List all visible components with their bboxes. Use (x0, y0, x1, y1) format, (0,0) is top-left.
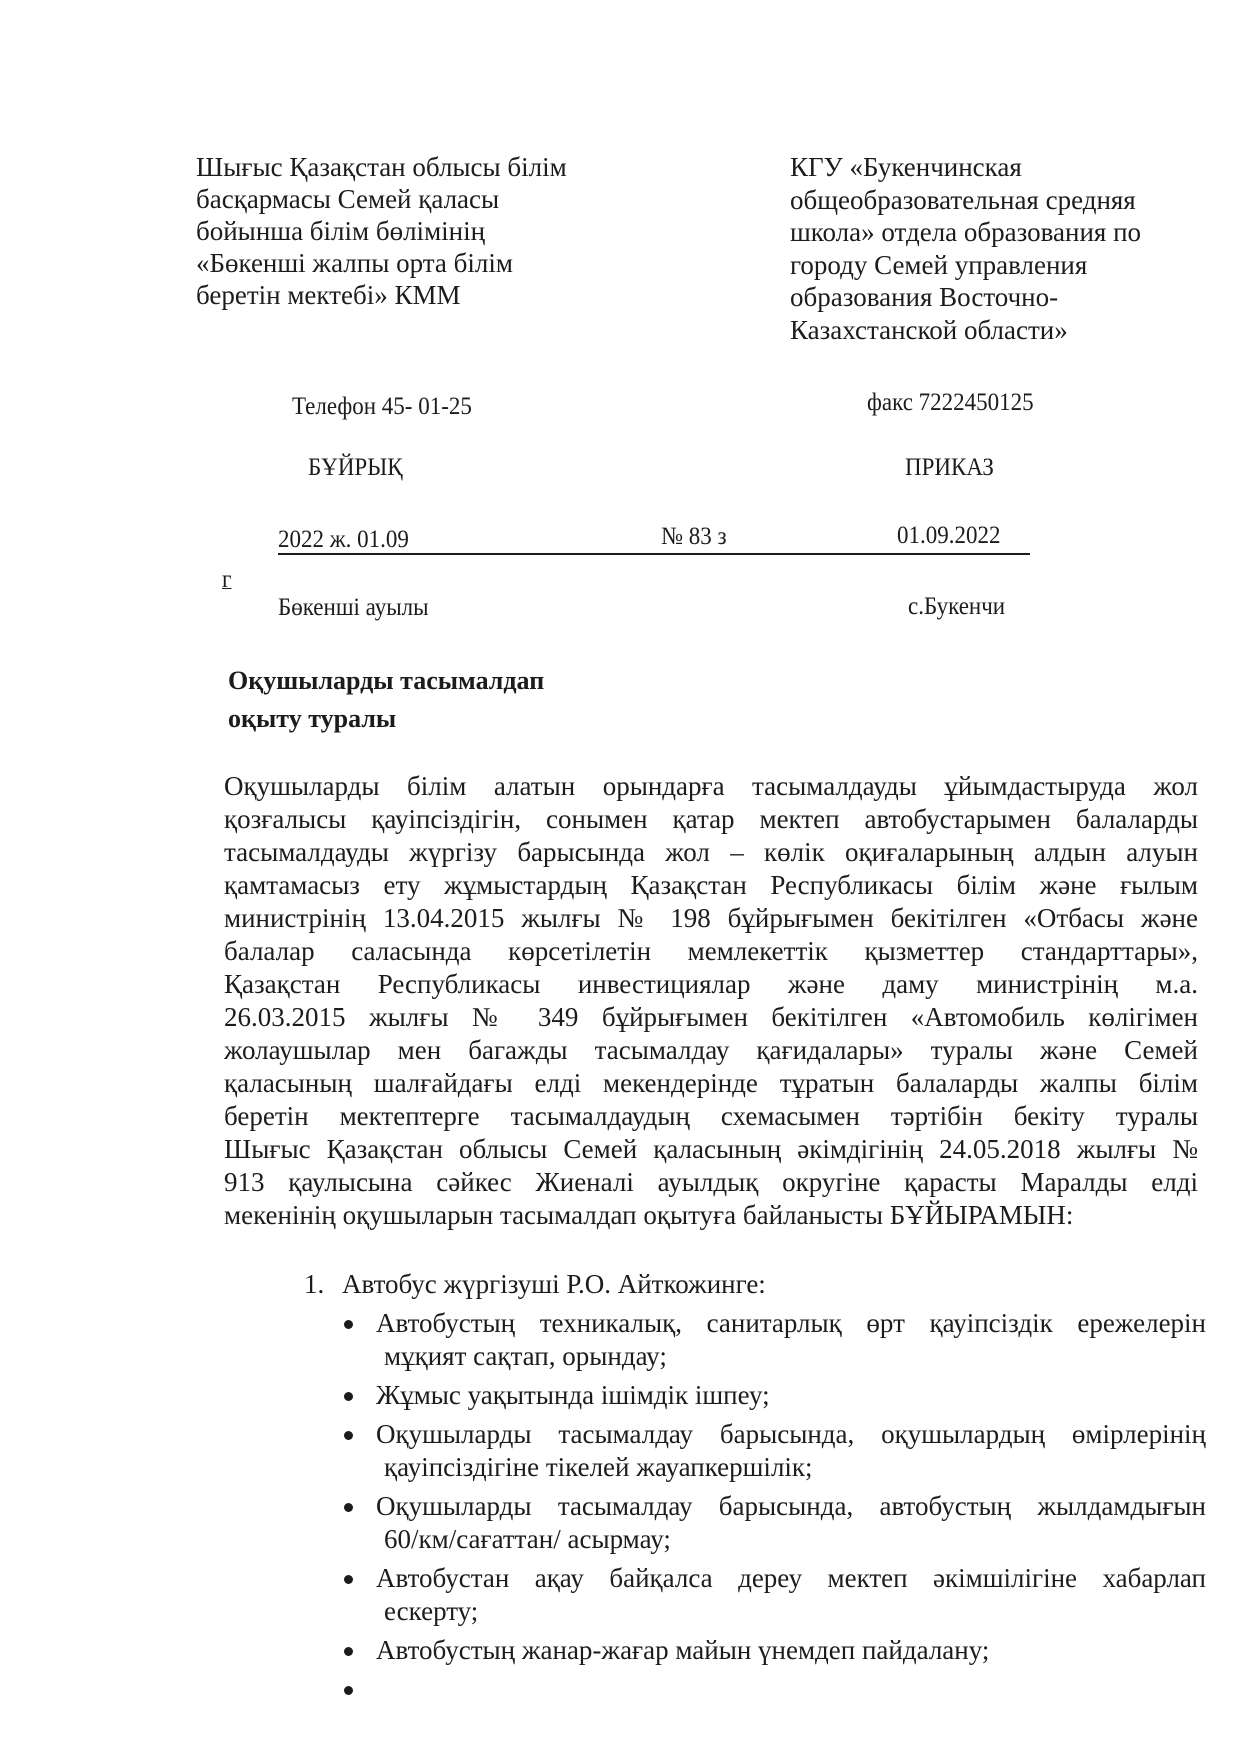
bullet-item (342, 1307, 1206, 1373)
paragraph-line: жолаушылар мен багажды тасымалдау қағидалары» туралы және Семей (224, 1035, 1198, 1065)
order-item-text: Автобус жүргізуші Р.О. Айткожинге: (342, 1269, 766, 1299)
paragraph-line: Қазақстан Республикасы инвестициялар және даму министрінің м.а. (224, 969, 1198, 999)
bullet-text: Оқушыларды тасымалдау барысында, автобустың жылдамдығын (376, 1491, 1206, 1521)
institution-name-ru-line: образования Восточно- (790, 282, 1059, 312)
order-item-1 (304, 1268, 1204, 1301)
stray-mark: г (222, 566, 232, 593)
institution-name-kz-line: Шығыс Қазақстан облысы білім (196, 152, 567, 182)
bullet-text-continued: 60/км/сағаттан/ асырмау; (384, 1524, 671, 1554)
bullet-icon (344, 1503, 353, 1512)
document-title (228, 662, 728, 738)
bullet-icon (344, 1647, 353, 1656)
place-ru: с.Букенчи (908, 593, 1006, 620)
bullet-item (342, 1379, 1206, 1412)
order-item-number: 1. (304, 1269, 325, 1299)
bullet-item (342, 1562, 1206, 1628)
bullet-text-continued: ескерту; (384, 1596, 479, 1626)
bullet-text: Автобустың жанар-жағар майын үнемдеп пайдалану; (376, 1635, 990, 1665)
institution-name-kz-line: беретін мектебі» КММ (196, 280, 461, 310)
paragraph-line: 913 қаулысына сәйкес Жиеналі ауылдық округіне қарасты Маралды елді (224, 1167, 1198, 1197)
date-underline-divider (278, 553, 1030, 555)
preamble-paragraph (224, 770, 1198, 1232)
institution-name-ru-line: городу Семей управления (790, 249, 1088, 280)
bullet-item (342, 1634, 1206, 1667)
bullet-icon (344, 1392, 353, 1401)
paragraph-line: Шығыс Қазақстан облысы Семей қаласының әкімдігінің 24.05.2018 жылғы № (224, 1134, 1198, 1164)
bullet-text-continued: қауіпсіздігіне тікелей жауапкершілік; (384, 1452, 813, 1482)
order-items-list (304, 1268, 1204, 1712)
order-label-ru: ПРИКАЗ (905, 454, 994, 481)
order-date-ru: 01.09.2022 (897, 522, 1001, 549)
place-kz: Бөкенші ауылы (278, 594, 429, 621)
bullet-text: Оқушыларды тасымалдау барысында, оқушылардың өмірлерінің (376, 1419, 1206, 1449)
paragraph-line: қаласының шалғайдағы елді мекендерінде тұратын балаларды жалпы білім (224, 1068, 1198, 1098)
bullet-item (342, 1418, 1206, 1484)
institution-name-kz-line: «Бөкенші жалпы орта білім (196, 248, 513, 278)
bullet-list (304, 1307, 1204, 1706)
bullet-icon (344, 1431, 353, 1440)
order-date-kz: 2022 ж. 01.09 (278, 526, 409, 553)
document-title-line: оқыту туралы (228, 704, 397, 733)
institution-name-ru-line: КГУ «Букенчинская (790, 152, 1022, 182)
bullet-icon (344, 1320, 353, 1329)
bullet-item-empty (342, 1673, 1206, 1706)
institution-name-ru-line: Казахстанской области» (790, 314, 1068, 345)
phone-number: Телефон 45- 01-25 (292, 393, 472, 420)
institution-name-ru-line: общеобразовательная средняя (790, 184, 1136, 215)
paragraph-line: тасымалдауды жүргізу барысында жол – көлік оқиғаларының алдын алуын (224, 837, 1198, 867)
institution-name-ru (790, 151, 1210, 346)
bullet-item (342, 1490, 1206, 1556)
paragraph-line: қамтамасыз ету жұмыстардың Қазақстан Республикасы білім және ғылым (224, 870, 1198, 900)
order-label-kz: БҰЙРЫҚ (308, 454, 403, 481)
bullet-text-continued: мұқият сақтап, орындау; (384, 1341, 667, 1371)
bullet-icon (344, 1575, 353, 1584)
paragraph-line: беретін мектептерге тасымалдаудың схемасымен тәртібін бекіту туралы (224, 1101, 1198, 1131)
paragraph-line: мекенінің оқушыларын тасымалдап оқытуға байланысты БҰЙЫРАМЫН: (224, 1200, 1074, 1230)
institution-name-kz-line: басқармасы Семей қаласы (196, 184, 500, 214)
institution-name-kz-line: бойынша білім бөлімінің (196, 216, 486, 246)
paragraph-line: балалар саласында көрсетілетін мемлекеттік қызметтер стандарттары», (224, 936, 1198, 966)
paragraph-line: Оқушыларды білім алатын орындарға тасымалдауды ұйымдастыруда жол (224, 771, 1198, 801)
fax-number: факс 7222450125 (867, 389, 1034, 416)
paragraph-line: министрінің 13.04.2015 жылғы № 198 бұйрығымен бекітілген «Отбасы және (224, 903, 1198, 933)
order-number: № 83 з (661, 523, 727, 550)
bullet-text: Жұмыс уақытында ішімдік ішпеу; (376, 1380, 770, 1410)
bullet-icon (344, 1686, 353, 1695)
paragraph-line: қозғалысы қауіпсіздігін, сонымен қатар мектеп автобустарымен балаларды (224, 804, 1198, 834)
institution-name-kz (196, 151, 616, 311)
document-title-line: Оқушыларды тасымалдап (228, 666, 545, 695)
bullet-text: Автобустың техникалық, санитарлық өрт қауіпсіздік ережелерін (376, 1308, 1206, 1338)
paragraph-line: 26.03.2015 жылғы № 349 бұйрығымен бекітілген «Автомобиль көлігімен (224, 1002, 1198, 1032)
institution-name-ru-line: школа» отдела образования по (790, 217, 1142, 247)
bullet-text: Автобустан ақау байқалса дереу мектеп әкімшілігіне хабарлап (376, 1563, 1206, 1593)
